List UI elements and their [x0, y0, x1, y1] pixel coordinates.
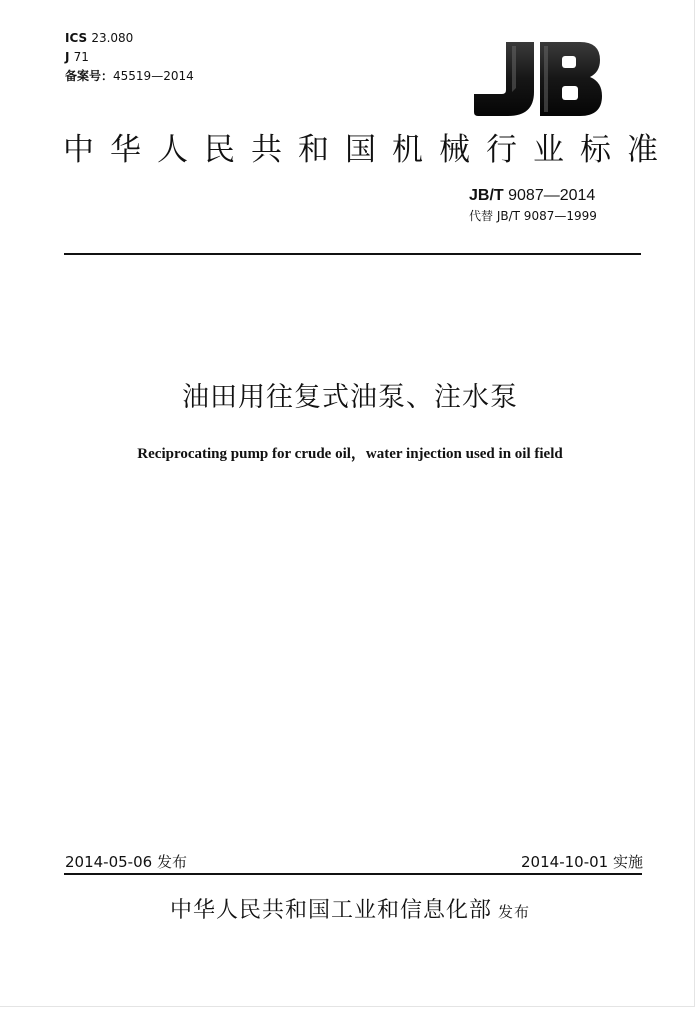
ccs-code	[65, 48, 194, 67]
standard-number	[469, 186, 595, 206]
issue-date	[65, 852, 187, 872]
jb-logo-graphic	[472, 40, 604, 118]
replaces-standard	[469, 208, 597, 224]
document-title-english: Reciprocating pump for crude oil，water injection used in oil field	[137, 446, 563, 462]
issuer-name: 中华人民共和国工业和信息化部	[169, 898, 492, 923]
implementation-date	[521, 852, 643, 872]
issuing-authority	[0, 895, 700, 928]
implementation-date-label: 实施	[612, 853, 643, 871]
issue-date-label: 发布	[156, 853, 187, 871]
implementation-date-value: 2014-10-01	[521, 853, 609, 871]
record-label: 备案号：	[65, 69, 114, 83]
document-title-chinese: 油田用往复式油泵、注水泵	[182, 382, 518, 413]
logo-letter-j	[474, 42, 534, 116]
issuer-suffix: 发布	[498, 903, 531, 921]
ics-label: ICS	[65, 31, 88, 45]
jb-logo	[472, 40, 604, 118]
record-value: 45519—2014	[113, 69, 194, 83]
ccs-value: 71	[73, 50, 89, 64]
ics-code	[65, 29, 194, 48]
header-divider	[64, 253, 641, 255]
classification-block	[65, 29, 194, 86]
issue-date-value: 2014-05-06	[65, 853, 153, 871]
replaces-value: JB/T 9087—1999	[496, 209, 597, 223]
ics-value: 23.080	[91, 31, 134, 45]
footer-divider	[64, 873, 642, 875]
standard-prefix: JB/T	[469, 187, 504, 204]
ccs-label: J	[65, 50, 70, 64]
replaces-label: 代替	[469, 209, 494, 223]
standard-code: 9087—2014	[508, 187, 596, 204]
standard-category-title: 中华人民共和国机械行业标准	[63, 132, 674, 168]
record-number	[65, 67, 194, 86]
logo-letter-b	[540, 42, 602, 116]
